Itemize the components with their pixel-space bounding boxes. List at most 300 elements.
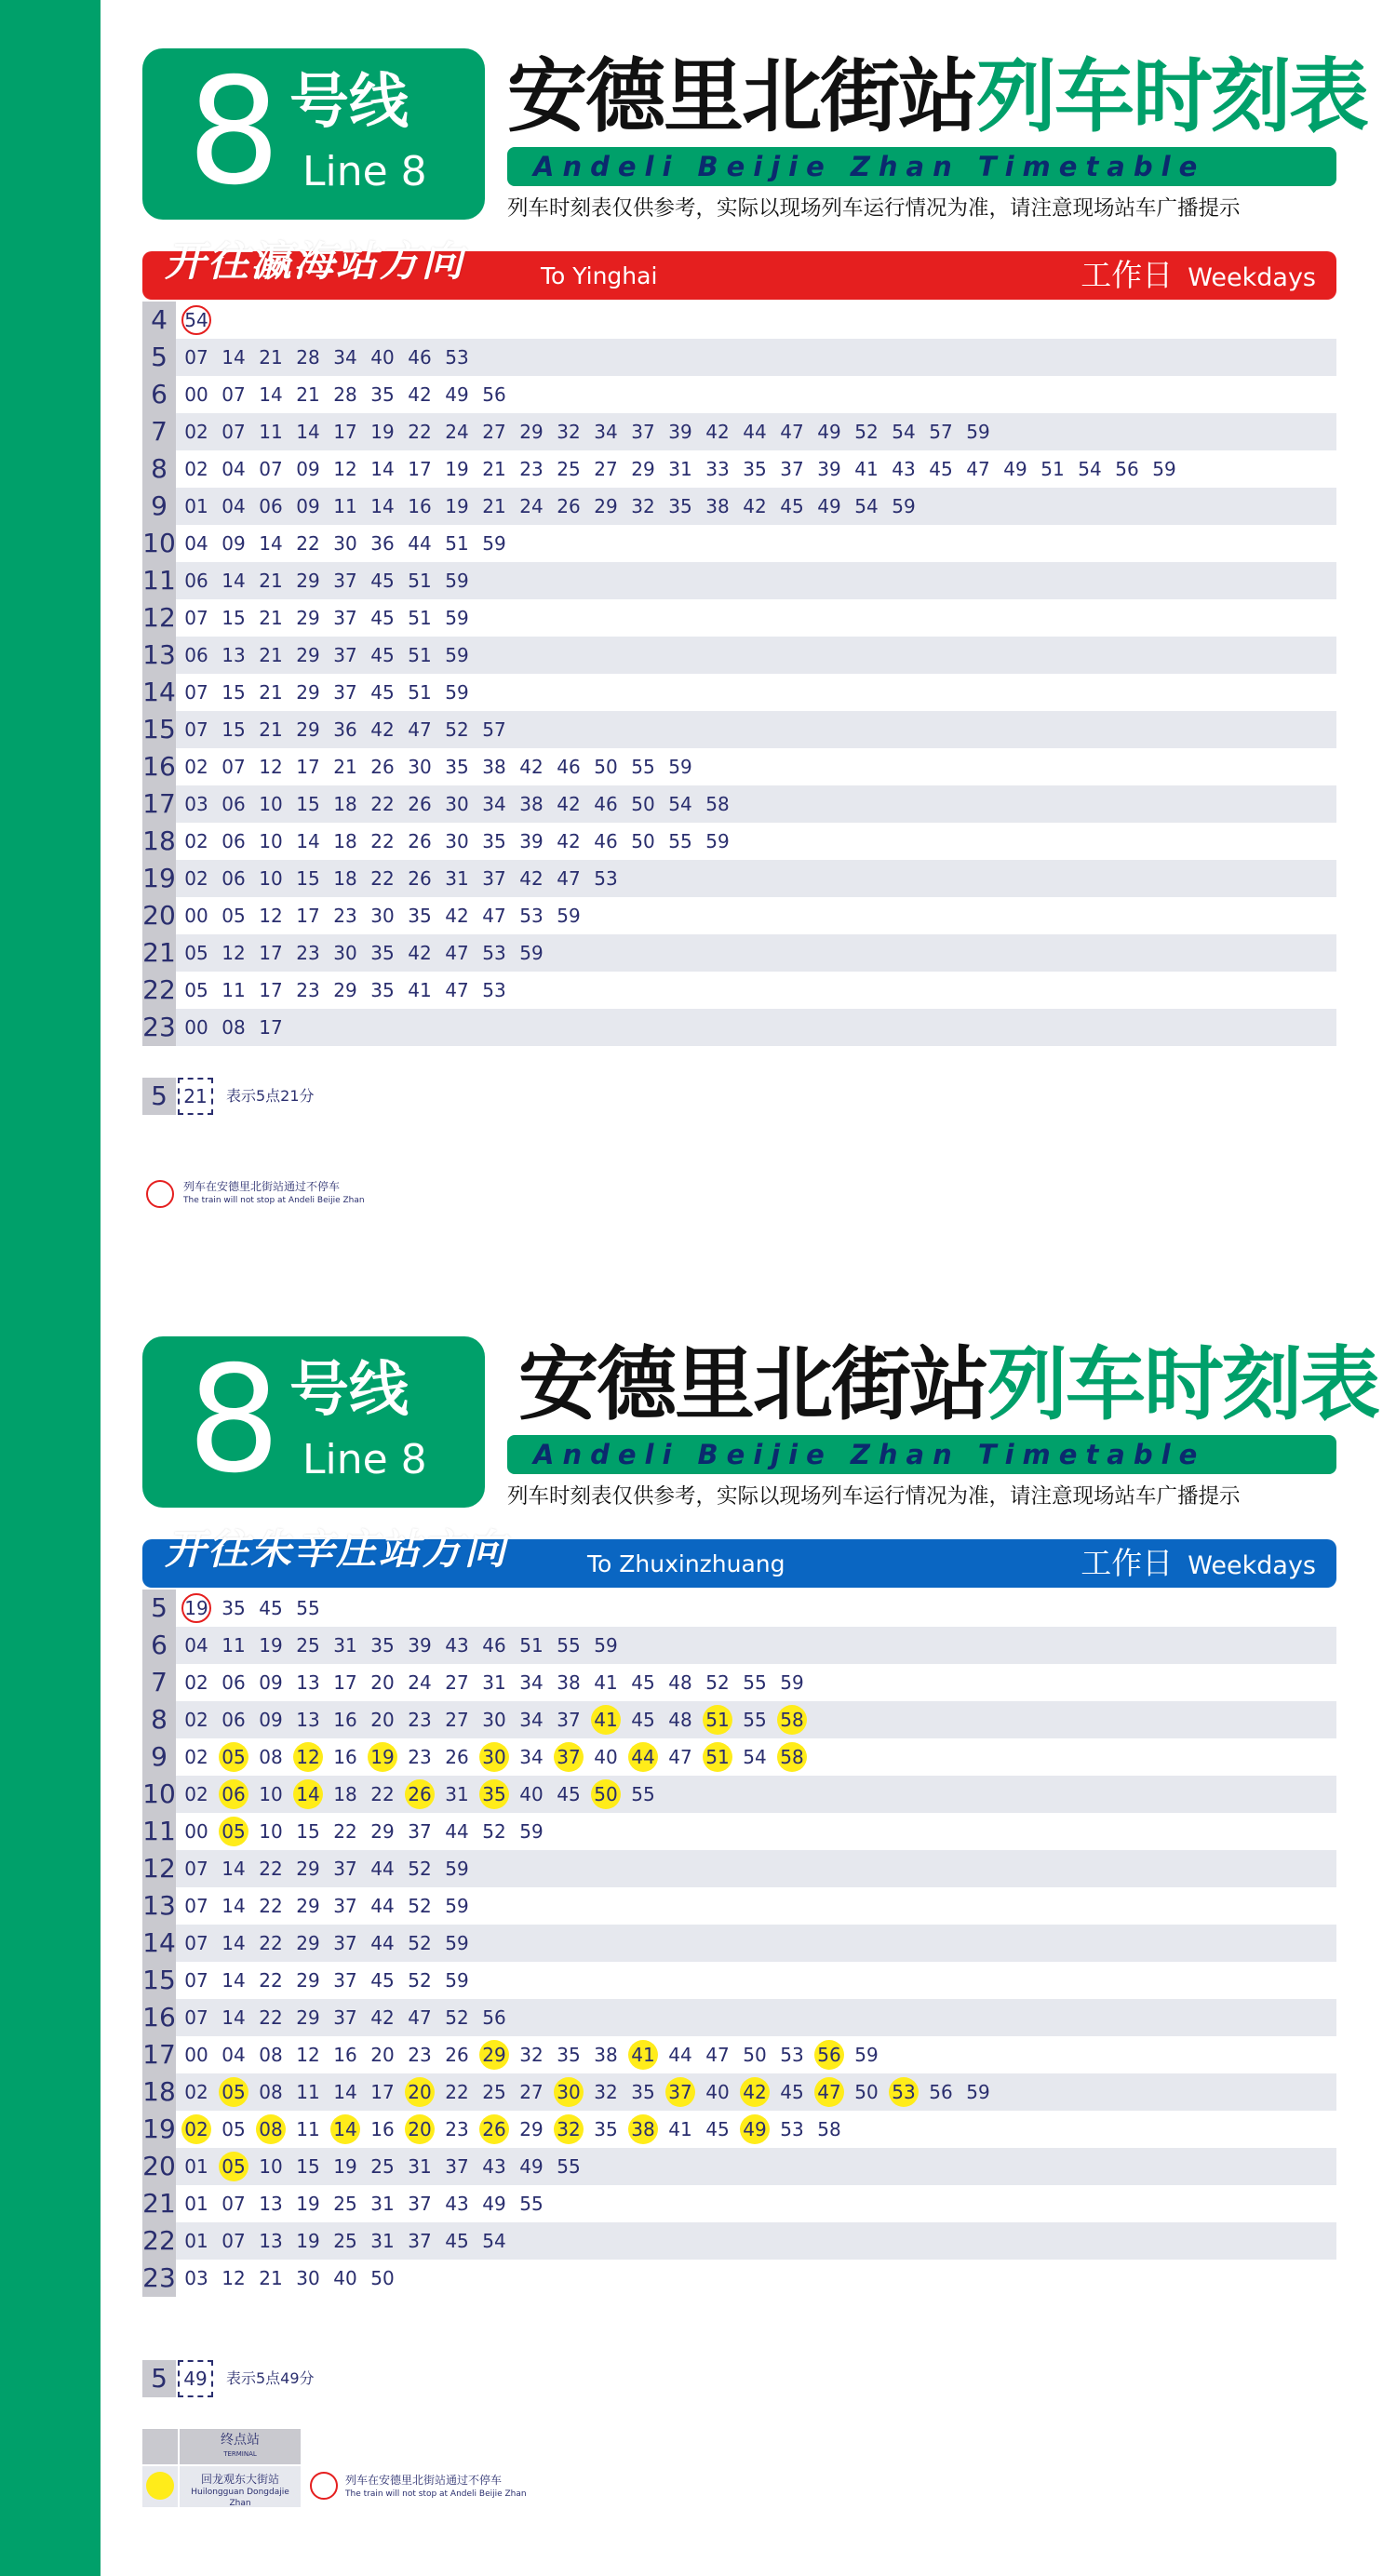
minute-cell-terminal: 51 [703,1705,732,1735]
minute-cell: 35 [370,1634,395,1657]
timetable-row [142,823,1336,860]
hour-cell: 19 [142,860,176,897]
minute-cell: 43 [482,2155,506,2178]
minute-list [181,823,740,860]
minute-cell: 30 [445,793,469,815]
minute-cell: 42 [557,830,581,852]
subtitle-en: Andeli Beijie Zhan Timetable [507,147,1336,186]
minute-cell: 35 [668,495,692,517]
minute-cell: 28 [333,383,357,406]
hour-cell: 11 [142,1813,176,1850]
minute-cell: 42 [519,867,544,890]
minute-cell: 14 [221,570,246,592]
minute-cell: 51 [408,607,432,629]
day-type-cn: 工作日 [1081,257,1174,293]
minute-list [181,2036,889,2073]
minute-list [181,1701,814,1738]
minute-cell-terminal: 53 [889,2077,919,2107]
timetable-row [142,1590,1336,1627]
minute-cell: 06 [221,1671,246,1694]
minute-cell: 11 [221,1634,246,1657]
minute-cell-terminal: 47 [814,2077,844,2107]
minute-cell: 59 [519,942,544,964]
pass-through-circle-icon [310,2472,338,2500]
minute-cell: 44 [408,532,432,555]
timetable-row [142,488,1336,525]
minute-cell: 45 [705,2118,730,2140]
minute-cell: 31 [333,1634,357,1657]
minute-cell: 18 [333,867,357,890]
minute-cell: 07 [221,421,246,443]
minute-cell: 22 [259,1932,283,1954]
minute-cell: 52 [854,421,879,443]
minute-cell: 12 [221,942,246,964]
minute-cell: 14 [296,421,320,443]
minute-cell: 20 [370,2044,395,2066]
minute-cell: 17 [333,421,357,443]
minute-cell: 46 [594,830,618,852]
minute-cell: 12 [296,2044,320,2066]
timetable-row [142,1813,1336,1850]
minute-cell: 04 [221,495,246,517]
minute-cell: 59 [445,1858,469,1880]
minute-cell: 05 [221,2118,246,2140]
hour-cell: 7 [142,413,176,450]
minute-cell: 27 [445,1709,469,1731]
minute-cell: 47 [482,905,506,927]
minute-cell: 14 [221,1895,246,1917]
timetable-row [142,413,1336,450]
minute-cell: 44 [743,421,767,443]
minute-cell: 54 [1078,458,1102,480]
minute-cell: 22 [259,1969,283,1992]
minute-cell: 45 [370,570,395,592]
minute-cell: 19 [296,2193,320,2215]
minute-cell: 19 [259,1634,283,1657]
minute-cell: 17 [296,905,320,927]
minute-cell: 02 [184,1671,208,1694]
minute-cell: 10 [259,830,283,852]
minute-cell: 47 [557,867,581,890]
minute-cell: 08 [259,2044,283,2066]
hour-cell: 20 [142,2148,176,2185]
minute-cell: 25 [333,2193,357,2215]
hour-cell: 13 [142,1887,176,1925]
minute-cell: 21 [259,644,283,666]
minute-cell-terminal: 06 [219,1779,248,1809]
minute-list [181,2111,852,2148]
minute-cell: 49 [482,2193,506,2215]
hour-cell: 23 [142,2260,176,2297]
line-badge [142,48,485,220]
minute-cell: 09 [296,458,320,480]
minute-cell: 25 [370,2155,395,2178]
minute-cell: 29 [296,2006,320,2029]
example-key [142,2360,515,2397]
minute-cell: 50 [631,793,655,815]
terminal-yellow-dot-icon [146,2472,174,2500]
minute-cell: 23 [296,979,320,1001]
minute-cell: 10 [259,1820,283,1843]
minute-cell: 11 [296,2118,320,2140]
minute-cell: 02 [184,1709,208,1731]
minute-cell: 22 [259,1858,283,1880]
minute-cell: 14 [221,1932,246,1954]
minute-cell: 15 [296,793,320,815]
minute-cell: 44 [445,1820,469,1843]
minute-cell: 06 [184,570,208,592]
minute-cell: 30 [333,532,357,555]
minute-cell-terminal: 05 [219,1817,248,1846]
minute-cell: 53 [482,942,506,964]
minute-cell: 59 [445,1969,469,1992]
minute-cell: 50 [743,2044,767,2066]
timetable-row [142,860,1336,897]
minute-cell: 43 [445,2193,469,2215]
minute-cell: 08 [221,1016,246,1039]
hour-cell: 5 [142,339,176,376]
minute-list [181,413,1000,450]
minute-cell: 45 [780,2081,804,2103]
minute-cell: 23 [519,458,544,480]
minute-cell: 29 [333,979,357,1001]
minute-cell-pass-through: 19 [181,1593,211,1623]
minute-cell-terminal: 58 [777,1742,807,1772]
minute-cell: 53 [445,346,469,369]
minute-cell: 59 [445,570,469,592]
minute-cell: 00 [184,1820,208,1843]
minute-cell: 23 [445,2118,469,2140]
minute-cell: 45 [370,644,395,666]
minute-cell: 54 [668,793,692,815]
minute-cell: 37 [333,607,357,629]
minute-cell-terminal: 20 [405,2114,435,2144]
title-timetable: 列车时刻表 [987,1338,1378,1431]
timetable-row [142,972,1336,1009]
timetable-row [142,2222,1336,2260]
hour-cell: 5 [142,1590,176,1627]
minute-cell: 10 [259,867,283,890]
minute-cell-terminal: 14 [293,1779,323,1809]
minute-cell: 06 [221,1709,246,1731]
minute-cell: 26 [408,830,432,852]
minute-cell: 08 [259,1746,283,1768]
direction-en: To Yinghai [541,262,658,289]
minute-cell: 16 [370,2118,395,2140]
minute-cell: 16 [333,2044,357,2066]
minute-cell: 59 [780,1671,804,1694]
minute-cell: 23 [296,942,320,964]
hour-cell: 12 [142,1850,176,1887]
minute-cell: 45 [631,1709,655,1731]
subtitle-en: Andeli Beijie Zhan Timetable [507,1435,1336,1474]
minute-list [181,934,554,972]
minute-cell: 32 [594,2081,618,2103]
minute-cell: 26 [557,495,581,517]
example-hour: 5 [142,1078,176,1115]
minute-cell: 06 [221,793,246,815]
timetable-row [142,2148,1336,2185]
minute-cell: 44 [668,2044,692,2066]
minute-cell: 02 [184,1783,208,1805]
minute-cell: 22 [370,830,395,852]
minute-cell: 11 [221,979,246,1001]
minute-cell: 14 [221,346,246,369]
minute-list [181,785,740,823]
title-timetable: 列车时刻表 [976,50,1367,143]
minute-cell: 24 [519,495,544,517]
minute-cell: 35 [557,2044,581,2066]
minute-cell: 59 [892,495,916,517]
minute-cell: 55 [557,1634,581,1657]
minute-cell: 19 [296,2230,320,2252]
minute-cell: 30 [333,942,357,964]
minute-cell: 37 [333,570,357,592]
minute-cell: 50 [631,830,655,852]
minute-cell: 39 [519,830,544,852]
minute-cell: 07 [184,718,208,741]
timetable-row [142,934,1336,972]
minute-cell: 42 [408,942,432,964]
minute-cell: 05 [184,979,208,1001]
title-station: 安德里北街站 [507,50,976,143]
minute-cell: 30 [370,905,395,927]
minute-cell: 00 [184,2044,208,2066]
hour-cell: 11 [142,562,176,599]
hour-cell: 20 [142,897,176,934]
minute-cell: 51 [1040,458,1065,480]
minute-list [181,2185,554,2222]
minute-cell-terminal: 30 [479,1742,509,1772]
minute-cell: 42 [705,421,730,443]
minute-cell: 02 [184,1746,208,1768]
timetable-rows [142,302,1336,1046]
minute-cell: 10 [259,793,283,815]
minute-cell: 46 [557,756,581,778]
minute-list [181,1776,665,1813]
timetable-row [142,748,1336,785]
minute-cell: 31 [445,867,469,890]
minute-list [181,1850,479,1887]
timetable-row [142,450,1336,488]
minute-cell: 10 [259,2155,283,2178]
minute-cell: 41 [668,2118,692,2140]
minute-cell: 36 [333,718,357,741]
minute-cell: 45 [370,1969,395,1992]
minute-cell: 45 [445,2230,469,2252]
minute-cell: 29 [296,644,320,666]
minute-cell: 32 [557,421,581,443]
minute-list [181,339,479,376]
minute-cell: 45 [370,681,395,704]
timetable-row [142,2073,1336,2111]
minute-cell: 12 [259,905,283,927]
legend-terminal [142,2429,701,2507]
minute-cell: 48 [668,1671,692,1694]
minute-cell: 12 [333,458,357,480]
minute-cell: 27 [519,2081,544,2103]
minute-cell: 16 [333,1709,357,1731]
minute-cell: 51 [408,644,432,666]
minute-list [181,2148,591,2185]
minute-cell: 07 [221,2193,246,2215]
minute-cell: 59 [854,2044,879,2066]
minute-cell: 13 [221,644,246,666]
minute-cell: 52 [445,718,469,741]
minute-cell-terminal: 30 [554,2077,584,2107]
timetable-row [142,1962,1336,1999]
minute-cell: 44 [370,1858,395,1880]
minute-list [181,711,517,748]
minute-cell: 47 [780,421,804,443]
minute-cell: 19 [445,495,469,517]
minute-cell: 34 [333,346,357,369]
minute-cell: 48 [668,1709,692,1731]
minute-cell: 22 [370,867,395,890]
minute-cell: 07 [184,2006,208,2029]
minute-cell: 59 [445,1895,469,1917]
minute-cell: 22 [296,532,320,555]
minute-cell: 49 [445,383,469,406]
minute-cell: 17 [259,942,283,964]
timetable-row [142,1887,1336,1925]
minute-cell-terminal: 56 [814,2040,844,2070]
timetable-row [142,1925,1336,1962]
minute-cell: 22 [333,1820,357,1843]
timetable-row [142,2185,1336,2222]
minute-cell: 45 [557,1783,581,1805]
minute-cell: 19 [370,421,395,443]
minute-cell: 16 [333,1746,357,1768]
hour-cell: 14 [142,674,176,711]
minute-cell: 45 [780,495,804,517]
minute-cell: 14 [259,532,283,555]
minute-cell: 05 [184,942,208,964]
minute-cell: 37 [333,2006,357,2029]
minute-cell: 17 [370,2081,395,2103]
hour-cell: 10 [142,1776,176,1813]
legend-pass-cn: 列车在安德里北街站通过不停车 [183,1180,341,1193]
minute-cell: 14 [221,1858,246,1880]
hour-cell: 21 [142,2185,176,2222]
minute-list [181,1962,479,1999]
minute-cell: 40 [705,2081,730,2103]
minute-cell: 29 [296,1858,320,1880]
hour-cell: 22 [142,972,176,1009]
minute-cell-terminal: 41 [628,2040,658,2070]
page-title [507,48,1367,145]
minute-cell: 35 [370,979,395,1001]
terminal-head-en: TERMINAL [223,2450,257,2458]
notice-text: 列车时刻表仅供参考，实际以现场列车运行情况为准，请注意现场站车广播提示 [507,1484,1241,1509]
minute-cell: 37 [482,867,506,890]
minute-cell-terminal: 37 [554,1742,584,1772]
hour-cell: 6 [142,1627,176,1664]
minute-cell: 22 [445,2081,469,2103]
minute-cell: 42 [370,718,395,741]
minute-cell: 17 [333,1671,357,1694]
minute-cell: 23 [408,1709,432,1731]
minute-cell: 35 [482,830,506,852]
minute-cell: 09 [259,1709,283,1731]
minute-cell: 09 [259,1671,283,1694]
hour-cell: 12 [142,599,176,637]
minute-cell: 55 [631,1783,655,1805]
minute-cell: 15 [221,681,246,704]
minute-cell: 37 [631,421,655,443]
minute-cell: 15 [296,1820,320,1843]
minute-cell-terminal: 26 [405,1779,435,1809]
minute-list [181,1009,293,1046]
minute-cell: 52 [408,1969,432,1992]
minute-cell: 22 [259,2006,283,2029]
minute-cell: 13 [296,1709,320,1731]
minute-cell: 34 [519,1746,544,1768]
minute-cell: 06 [221,867,246,890]
minute-cell: 06 [221,830,246,852]
minute-cell: 49 [817,421,841,443]
hour-cell: 18 [142,2073,176,2111]
minute-list [181,972,517,1009]
minute-cell: 29 [296,1969,320,1992]
day-type [1081,1543,1316,1590]
pass-through-circle-icon [146,1180,174,1208]
legend-pass-cn: 列车在安德里北街站通过不停车 [345,2474,503,2487]
minute-cell: 31 [370,2193,395,2215]
minute-cell: 21 [259,681,283,704]
minute-cell: 37 [445,2155,469,2178]
terminal-legend-name [180,2466,301,2507]
minute-cell: 09 [296,495,320,517]
minute-cell: 38 [705,495,730,517]
minute-cell: 58 [817,2118,841,2140]
minute-cell: 47 [408,718,432,741]
minute-cell: 26 [408,793,432,815]
timetable-row [142,1627,1336,1664]
minute-cell-terminal: 51 [703,1742,732,1772]
minute-cell: 27 [594,458,618,480]
line-label-en: Line 8 [302,1436,427,1483]
minute-cell: 56 [482,383,506,406]
timetable-row [142,785,1336,823]
hour-cell: 6 [142,376,176,413]
example-text: 表示5点49分 [226,2369,315,2387]
notice-text: 列车时刻表仅供参考，实际以现场列车运行情况为准，请注意现场站车广播提示 [507,196,1241,221]
minute-cell: 53 [482,979,506,1001]
minute-cell: 29 [296,1895,320,1917]
minute-cell: 19 [333,2155,357,2178]
minute-cell: 53 [594,867,618,890]
minute-cell: 57 [482,718,506,741]
minute-cell: 56 [929,2081,953,2103]
minute-cell: 21 [259,607,283,629]
minute-cell: 37 [408,1820,432,1843]
minute-cell: 07 [259,458,283,480]
minute-list [181,1813,554,1850]
minute-cell: 37 [408,2230,432,2252]
minute-cell: 02 [184,830,208,852]
minute-cell: 30 [408,756,432,778]
timetable-rows [142,1590,1336,2297]
minute-cell-terminal: 19 [368,1742,397,1772]
minute-cell: 35 [594,2118,618,2140]
minute-cell: 55 [296,1597,320,1619]
minute-cell: 02 [184,867,208,890]
minute-cell-terminal: 05 [219,1742,248,1772]
minute-cell: 47 [966,458,990,480]
minute-cell: 17 [259,1016,283,1039]
minute-list [181,376,517,413]
